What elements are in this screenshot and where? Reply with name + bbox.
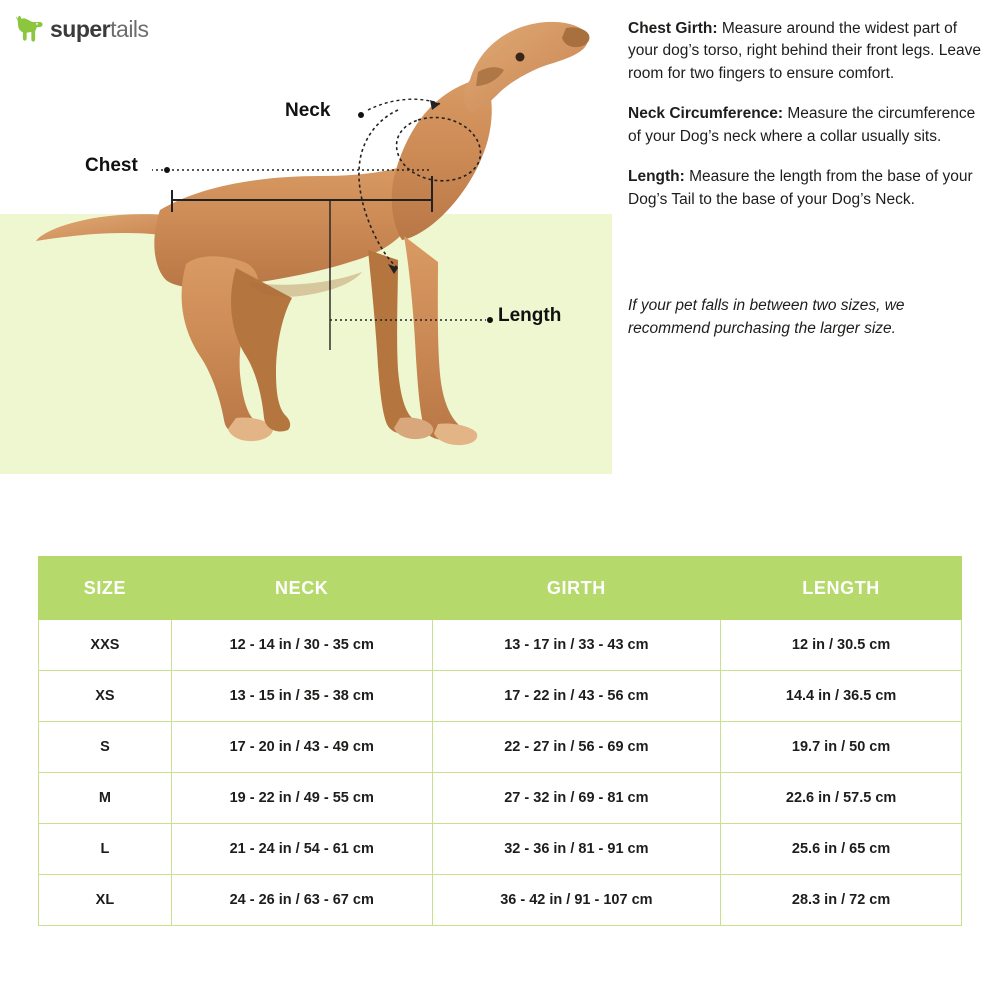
- brand-name-bold: super: [50, 15, 111, 42]
- instruction-neck-circumference-text: Measure the circumference of your Dog’s neck where a collar usually sits.: [628, 105, 976, 145]
- instruction-chest-girth-text: Measure around the widest part of your dog’s torso, right behind their front legs. Leave room for two fingers to ensure comfort.: [628, 20, 981, 82]
- cell-length: 14.4 in / 36.5 cm: [721, 671, 962, 722]
- instruction-neck-circumference: [628, 103, 986, 148]
- table-row: [39, 773, 962, 824]
- sizing-note: If your pet falls in between two sizes, we recommend purchasing the larger size.: [628, 297, 905, 337]
- cell-length: 28.3 in / 72 cm: [721, 875, 962, 926]
- cell-neck: 12 - 14 in / 30 - 35 cm: [171, 620, 432, 671]
- table-row: [39, 620, 962, 671]
- column-header-size: SIZE: [39, 557, 172, 620]
- column-header-neck: NECK: [171, 557, 432, 620]
- cell-girth: 36 - 42 in / 91 - 107 cm: [432, 875, 721, 926]
- table-row: [39, 722, 962, 773]
- cell-girth: 27 - 32 in / 69 - 81 cm: [432, 773, 721, 824]
- instruction-length-text: Measure the length from the base of your Dog’s Tail to the base of your Dog’s Neck.: [628, 168, 973, 208]
- table-row: [39, 824, 962, 875]
- cell-size: L: [39, 824, 172, 875]
- cell-neck: 17 - 20 in / 43 - 49 cm: [171, 722, 432, 773]
- cell-size: M: [39, 773, 172, 824]
- cell-length: 19.7 in / 50 cm: [721, 722, 962, 773]
- cell-neck: 21 - 24 in / 54 - 61 cm: [171, 824, 432, 875]
- neck-label-dot: [358, 112, 364, 118]
- instruction-chest-girth: [628, 18, 986, 85]
- cell-girth: 22 - 27 in / 56 - 69 cm: [432, 722, 721, 773]
- label-length: Length: [498, 305, 562, 326]
- size-chart-table: [38, 556, 962, 926]
- instruction-neck-circumference-heading: Neck Circumference:: [628, 105, 784, 123]
- label-neck: Neck: [285, 100, 331, 121]
- cell-neck: 13 - 15 in / 35 - 38 cm: [171, 671, 432, 722]
- cell-girth: 17 - 22 in / 43 - 56 cm: [432, 671, 721, 722]
- table-header-row: [39, 557, 962, 620]
- measurement-instructions: [628, 18, 986, 358]
- cell-length: 22.6 in / 57.5 cm: [721, 773, 962, 824]
- cell-girth: 32 - 36 in / 81 - 91 cm: [432, 824, 721, 875]
- cell-girth: 13 - 17 in / 33 - 43 cm: [432, 620, 721, 671]
- cell-size: XS: [39, 671, 172, 722]
- cell-length: 25.6 in / 65 cm: [721, 824, 962, 875]
- column-header-length: LENGTH: [721, 557, 962, 620]
- column-header-girth: GIRTH: [432, 557, 721, 620]
- table-row: [39, 671, 962, 722]
- cell-neck: 19 - 22 in / 49 - 55 cm: [171, 773, 432, 824]
- instruction-length-heading: Length:: [628, 168, 685, 186]
- table-row: [39, 875, 962, 926]
- instruction-chest-girth-heading: Chest Girth:: [628, 20, 718, 37]
- cell-size: S: [39, 722, 172, 773]
- chest-label-dot: [164, 167, 170, 173]
- length-label-dot: [487, 317, 493, 323]
- instruction-length: [628, 166, 986, 211]
- label-chest: Chest: [85, 155, 138, 176]
- cell-size: XL: [39, 875, 172, 926]
- cell-size: XXS: [39, 620, 172, 671]
- cell-neck: 24 - 26 in / 63 - 67 cm: [171, 875, 432, 926]
- cell-length: 12 in / 30.5 cm: [721, 620, 962, 671]
- dog-diagram-svg: [0, 0, 612, 478]
- measurement-illustration: [0, 0, 612, 478]
- brand-name-light: tails: [110, 15, 149, 42]
